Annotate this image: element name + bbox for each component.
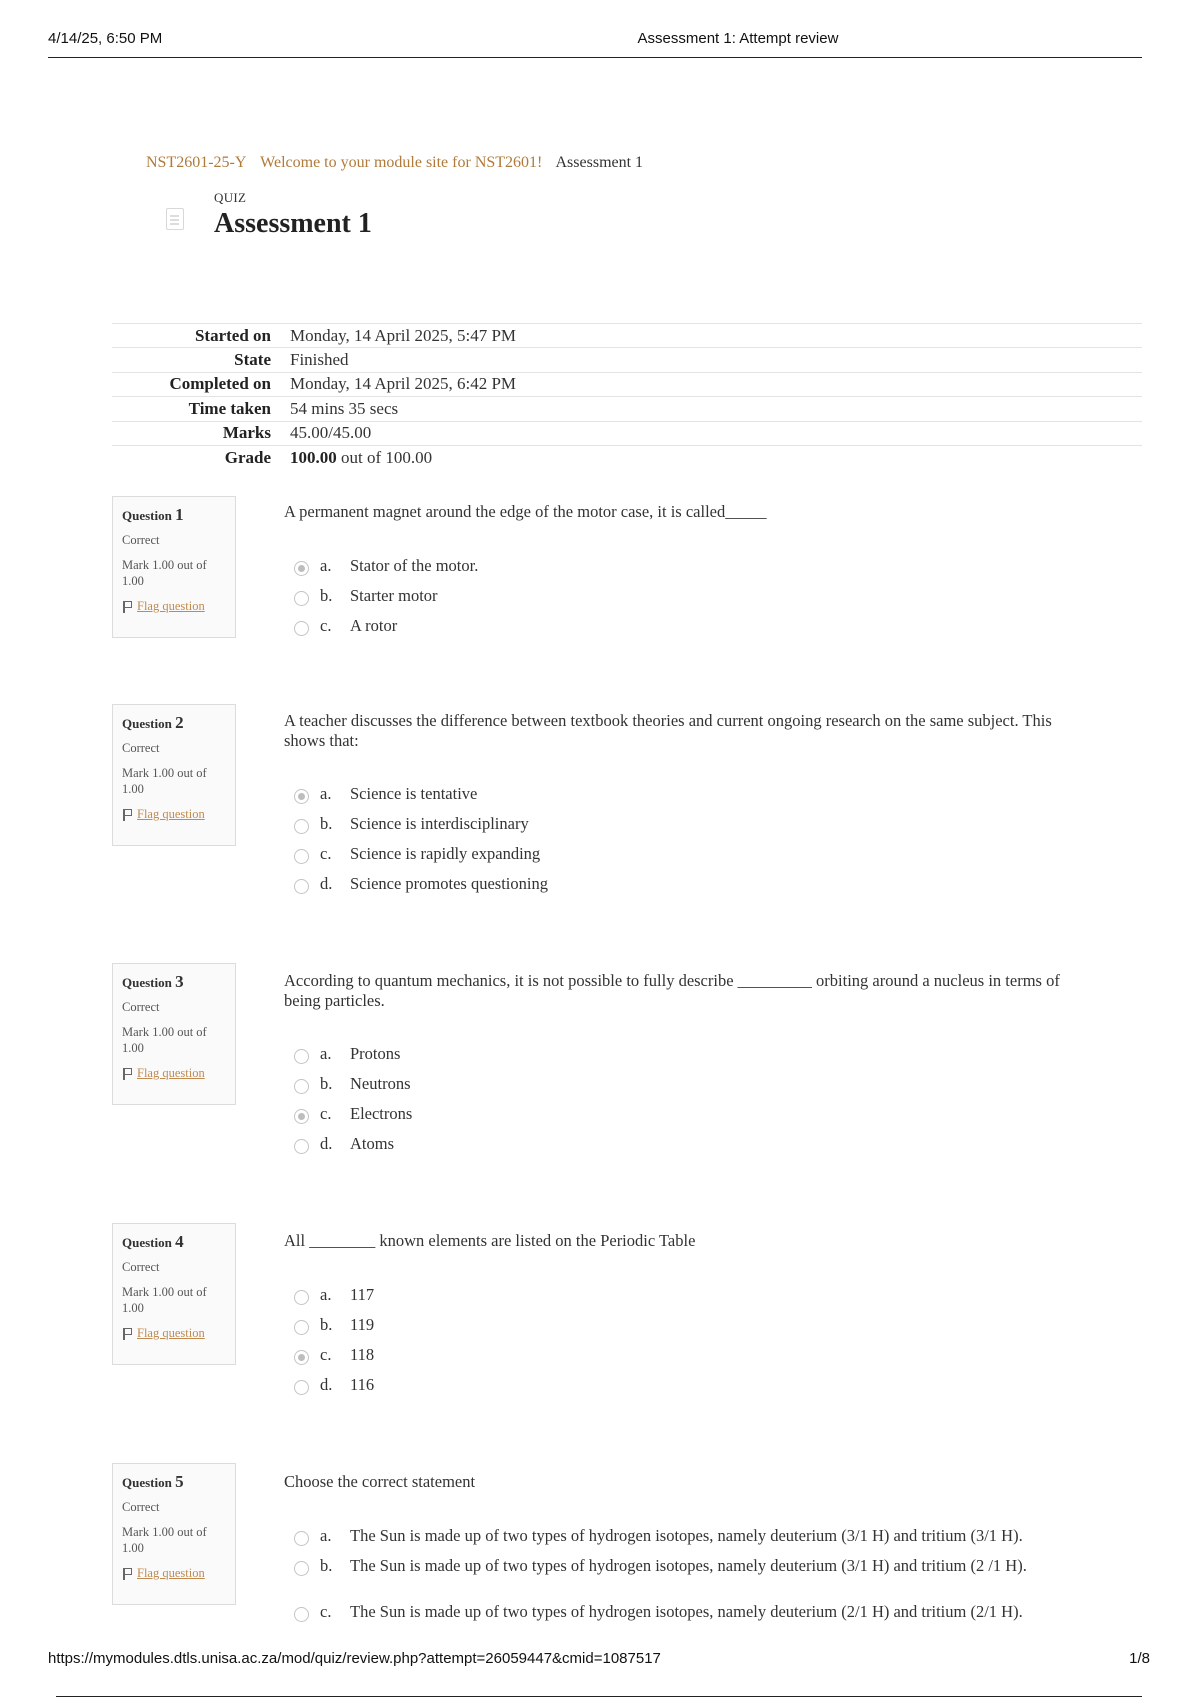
answer-text: Starter motor (350, 586, 438, 605)
question-prefix: Question (122, 716, 172, 731)
answer-option[interactable] (292, 841, 1092, 871)
radio-button[interactable] (294, 1290, 309, 1305)
flag-icon (122, 809, 132, 821)
question-info-1 (112, 496, 236, 638)
flag-question-button[interactable] (122, 1066, 226, 1081)
answer-text: Science is rapidly expanding (350, 844, 541, 863)
summary-value: Monday, 14 April 2025, 5:47 PM (290, 325, 517, 345)
answer-letter: b. (320, 586, 333, 605)
radio-button[interactable] (294, 1380, 309, 1395)
answer-option[interactable] (292, 613, 1092, 643)
answer-list (292, 781, 1092, 901)
footer-divider (56, 1696, 1142, 1697)
question-state: Correct (122, 1500, 160, 1514)
summary-row-state (112, 348, 1142, 372)
answer-option[interactable] (292, 811, 1092, 841)
answer-option[interactable] (292, 1599, 1092, 1629)
answer-text: The Sun is made up of two types of hydrogen isotopes, namely deuterium (3/1 H) and tritium (3/1 H). (350, 1526, 1023, 1545)
radio-button[interactable] (294, 591, 309, 606)
question-text: A teacher discusses the difference between textbook theories and current ongoing research on the same subject. This shows that: (284, 711, 1052, 750)
flag-icon (122, 1068, 132, 1080)
summary-label: Marks (222, 423, 271, 443)
quiz-icon (166, 208, 184, 230)
flag-question-label: Flag question (137, 1566, 205, 1580)
answer-text: Science promotes questioning (350, 874, 548, 893)
breadcrumb (146, 154, 643, 172)
question-prefix: Question (122, 508, 172, 523)
answer-letter: c. (320, 616, 332, 635)
answer-option[interactable] (292, 1342, 1092, 1372)
answer-option[interactable] (292, 1553, 1092, 1599)
summary-row-completed (112, 372, 1142, 396)
answer-letter: a. (320, 784, 332, 803)
answer-option[interactable] (292, 1312, 1092, 1342)
answer-text: The Sun is made up of two types of hydrogen isotopes, namely deuterium (3/1 H) and tritium (2 /1 H). (350, 1556, 1027, 1575)
answer-text: 119 (350, 1315, 375, 1334)
print-title: Assessment 1: Attempt review (637, 30, 839, 47)
answer-letter: d. (320, 1375, 333, 1394)
summary-row-started (112, 324, 1142, 348)
question-number: 5 (175, 1472, 184, 1491)
question-number: 1 (175, 505, 184, 524)
answer-letter: b. (320, 1315, 333, 1334)
summary-label: Started on (194, 325, 271, 345)
question-mark: Mark 1.00 out of 1.00 (122, 766, 207, 796)
summary-label: Grade (224, 447, 271, 467)
question-mark: Mark 1.00 out of 1.00 (122, 1525, 207, 1555)
flag-question-label: Flag question (137, 599, 205, 613)
page-title: Assessment 1 (214, 208, 372, 239)
activity-type-label: QUIZ (214, 190, 247, 205)
radio-button[interactable] (294, 561, 309, 576)
answer-letter: c. (320, 844, 332, 863)
answer-option[interactable] (292, 583, 1092, 613)
answer-text: Protons (350, 1044, 401, 1063)
flag-question-label: Flag question (137, 1066, 205, 1080)
question-prefix: Question (122, 975, 172, 990)
question-state: Correct (122, 1000, 160, 1014)
answer-letter: d. (320, 874, 333, 893)
answer-text: Atoms (350, 1134, 395, 1153)
question-mark: Mark 1.00 out of 1.00 (122, 1025, 207, 1055)
summary-value: Finished (290, 350, 349, 370)
flag-question-label: Flag question (137, 807, 205, 821)
flag-question-button[interactable] (122, 1326, 226, 1341)
question-state: Correct (122, 741, 160, 755)
question-text: Choose the correct statement (284, 1472, 476, 1491)
answer-text: 118 (350, 1345, 375, 1364)
question-prefix: Question (122, 1475, 172, 1490)
answer-option[interactable] (292, 1282, 1092, 1312)
answer-letter: d. (320, 1134, 333, 1153)
answer-list (292, 1041, 1092, 1161)
answer-letter: b. (320, 814, 333, 833)
answer-letter: a. (320, 1285, 332, 1304)
answer-option[interactable] (292, 1071, 1092, 1101)
print-page-number: 1/8 (1129, 1650, 1150, 1667)
question-number: 2 (175, 713, 184, 732)
radio-button[interactable] (294, 849, 309, 864)
flag-question-button[interactable] (122, 807, 226, 822)
answer-text: Science is tentative (350, 784, 478, 803)
radio-button[interactable] (294, 1350, 309, 1365)
answer-letter: a. (320, 556, 332, 575)
grade-value: 100.00 (290, 447, 337, 467)
flag-question-button[interactable] (122, 1566, 226, 1581)
radio-button[interactable] (294, 1607, 309, 1622)
summary-label: Completed on (169, 374, 271, 394)
summary-row-time-taken (112, 397, 1142, 421)
answer-text: Science is interdisciplinary (350, 814, 529, 833)
radio-button[interactable] (294, 1320, 309, 1335)
summary-value (290, 445, 1142, 469)
breadcrumb-welcome-link[interactable]: Welcome to your module site for NST2601! (260, 154, 543, 171)
answer-text: 117 (350, 1285, 375, 1304)
answer-list (292, 1523, 1092, 1629)
radio-button[interactable] (294, 1079, 309, 1094)
question-mark: Mark 1.00 out of 1.00 (122, 1285, 207, 1315)
question-info-5 (112, 1463, 236, 1605)
answer-text: A rotor (350, 616, 398, 635)
flag-question-button[interactable] (122, 599, 226, 614)
answer-letter: c. (320, 1602, 332, 1621)
answer-option[interactable] (292, 871, 1092, 901)
question-text: According to quantum mechanics, it is not possible to fully describe _________ orbiting around a nucleus in terms of being particles. (284, 971, 1060, 1010)
print-date: 4/14/25, 6:50 PM (48, 30, 163, 47)
question-text: A permanent magnet around the edge of the motor case, it is called_____ (284, 502, 767, 521)
question-state: Correct (122, 533, 160, 547)
question-info-3 (112, 963, 236, 1105)
flag-icon (122, 601, 132, 613)
breadcrumb-current: Assessment 1 (555, 154, 644, 171)
question-number: 4 (175, 1232, 184, 1251)
answer-text: 116 (350, 1375, 375, 1394)
question-prefix: Question (122, 1235, 172, 1250)
radio-button[interactable] (294, 1561, 309, 1576)
answer-option[interactable] (292, 1523, 1092, 1553)
answer-list (292, 1282, 1092, 1402)
summary-value: 45.00/45.00 (290, 423, 372, 443)
radio-button[interactable] (294, 879, 309, 894)
answer-option[interactable] (292, 1372, 1092, 1402)
radio-button[interactable] (294, 1531, 309, 1546)
answer-option[interactable] (292, 781, 1092, 811)
radio-button[interactable] (294, 789, 309, 804)
answer-letter: b. (320, 1074, 333, 1093)
answer-option[interactable] (292, 1041, 1092, 1071)
answer-letter: a. (320, 1044, 332, 1063)
answer-option[interactable] (292, 1101, 1092, 1131)
question-state: Correct (122, 1260, 160, 1274)
answer-text: Electrons (350, 1104, 413, 1123)
answer-letter: c. (320, 1345, 332, 1364)
answer-text: Stator of the motor. (350, 556, 479, 575)
print-header (48, 30, 1142, 58)
question-info-2 (112, 704, 236, 846)
attempt-summary-table (112, 323, 1142, 470)
radio-button[interactable] (294, 1139, 309, 1154)
radio-button[interactable] (294, 819, 309, 834)
flag-icon (122, 1568, 132, 1580)
grade-out-of: out of 100.00 (336, 447, 433, 467)
question-text: All ________ known elements are listed on the Periodic Table (284, 1231, 696, 1250)
summary-row-marks (112, 421, 1142, 445)
summary-label: State (234, 350, 271, 370)
radio-button[interactable] (294, 1049, 309, 1064)
question-mark: Mark 1.00 out of 1.00 (122, 558, 207, 588)
summary-label: Time taken (188, 398, 271, 418)
print-url: https://mymodules.dtls.unisa.ac.za/mod/quiz/review.php?attempt=26059447&cmid=1087517 (48, 1650, 661, 1667)
summary-value: 54 mins 35 secs (290, 398, 399, 418)
breadcrumb-course-link[interactable]: NST2601-25-Y (146, 154, 247, 171)
answer-letter: a. (320, 1526, 332, 1545)
answer-letter: b. (320, 1556, 333, 1575)
summary-row-grade (112, 445, 1142, 469)
answer-text: The Sun is made up of two types of hydrogen isotopes, namely deuterium (2/1 H) and tritium (2/1 H). (350, 1602, 1023, 1621)
answer-option[interactable] (292, 1131, 1092, 1161)
question-info-4 (112, 1223, 236, 1365)
radio-button[interactable] (294, 621, 309, 636)
radio-button[interactable] (294, 1109, 309, 1124)
answer-letter: c. (320, 1104, 332, 1123)
flag-question-label: Flag question (137, 1326, 205, 1340)
answer-list (292, 553, 1092, 643)
flag-icon (122, 1328, 132, 1340)
answer-option[interactable] (292, 553, 1092, 583)
question-number: 3 (175, 972, 184, 991)
answer-text: Neutrons (350, 1074, 411, 1093)
summary-value: Monday, 14 April 2025, 6:42 PM (290, 374, 517, 394)
